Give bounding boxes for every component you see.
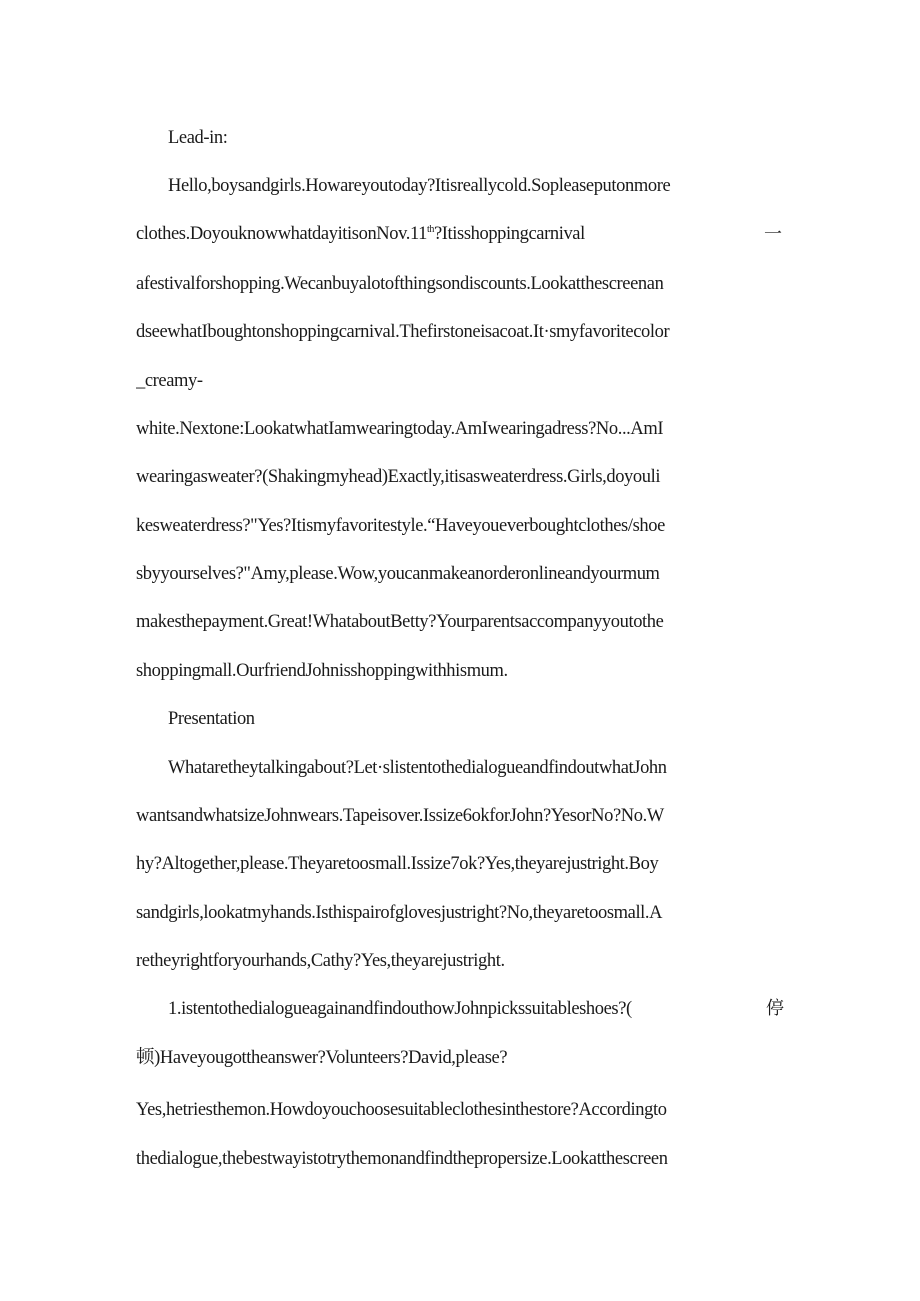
paragraph-line: makesthepayment.Great!WhataboutBetty?Yourparentsaccompanyyoutothe: [136, 612, 664, 632]
paragraph-line: afestivalforshopping.Wecanbuyalotofthingsondiscounts.Lookatthescreenan: [136, 274, 664, 294]
dash-glyph: 一: [764, 224, 782, 244]
paragraph-line: [136, 222, 696, 248]
section-heading-presentation: Presentation: [168, 709, 255, 729]
ordinal-superscript: th: [427, 223, 434, 235]
paragraph-line: shoppingmall.OurfriendJohnisshoppingwithhismum.: [136, 661, 508, 681]
paragraph-line: _creamy-: [136, 371, 203, 391]
pause-glyph: 停: [766, 998, 784, 1018]
paragraph-line: Whataretheytalkingabout?Let·slistentothedialogueandfindoutwhatJohn: [168, 758, 667, 778]
paragraph-line: wantsandwhatsizeJohnwears.Tapeisover.Issize6okforJohn?YesorNo?No.W: [136, 806, 664, 826]
paragraph-line: Yes,hetriesthemon.Howdoyouchoosesuitableclothesinthestore?Accordingto: [136, 1100, 667, 1120]
paragraph-line: wearingasweater?(Shakingmyhead)Exactly,itisasweaterdress.Girls,doyouli: [136, 467, 661, 487]
paragraph-line: dseewhatIboughtonshoppingcarnival.Thefirstoneisacoat.It·smyfavoritecolor: [136, 322, 670, 342]
paragraph-line: white.Nextone:LookatwhatIamwearingtoday.AmIwearingadress?No...AmI: [136, 419, 664, 439]
line-text: ?Itisshoppingcarnival: [433, 224, 585, 244]
paragraph-line: sbyyourselves?"Amy,please.Wow,youcanmakeanorderonlineandyourmum: [136, 564, 660, 584]
section-heading-lead-in: Lead-in:: [168, 128, 228, 148]
paragraph-line: sandgirls,lookatmyhands.Isthispairofglovesjustright?No,theyaretoosmall.A: [136, 903, 663, 923]
paragraph-line: Hello,boysandgirls.Howareyoutoday?Itisreallycold.Sopleaseputonmore: [168, 176, 671, 196]
paragraph-line: hy?Altogether,please.Theyaretoosmall.Issize7ok?Yes,theyarejustright.Boy: [136, 854, 659, 874]
paragraph-line: thedialogue,thebestwayistotrythemonandfindthepropersize.Lookatthescreen: [136, 1149, 668, 1169]
line-text: clothes.DoyouknowwhatdayitisonNov.11: [136, 224, 427, 244]
paragraph-line: 1.istentothedialogueagainandfindouthowJohnpickssuitableshoes?(: [168, 999, 632, 1019]
paragraph-line: kesweaterdress?"Yes?Itismyfavoritestyle.“Haveyoueverboughtclothes/shoe: [136, 516, 665, 536]
paragraph-line: 顿)Haveyougottheanswer?Volunteers?David,please?: [136, 1048, 508, 1068]
paragraph-line: retheyrightforyourhands,Cathy?Yes,theyarejustright.: [136, 951, 505, 971]
